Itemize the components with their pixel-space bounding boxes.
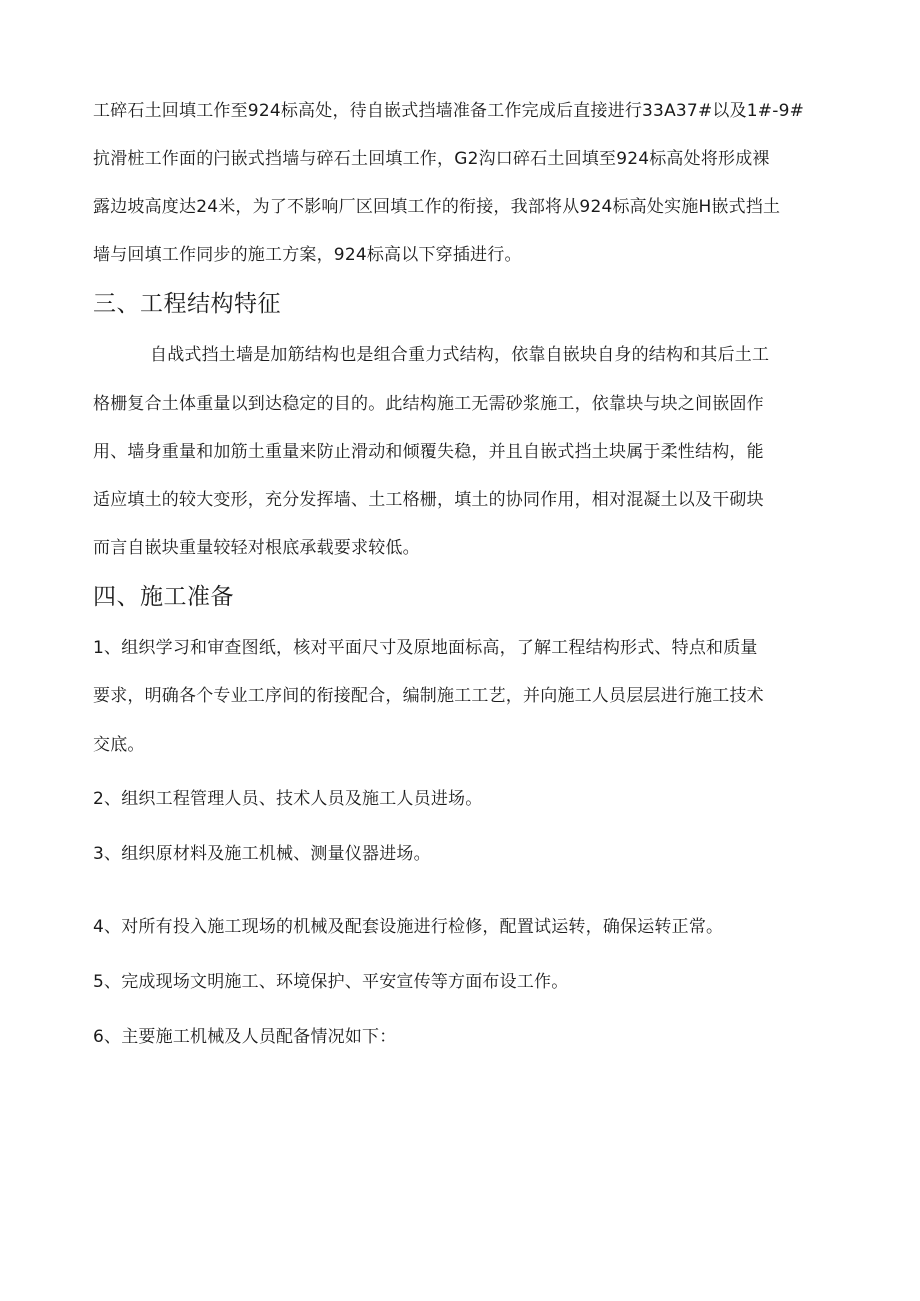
intro-line-1: 工碎石土回填工作至924标高处，待自嵌式挡墙准备工作完成后直接进行33A37#以及1#-9# <box>93 101 805 121</box>
section4-item1-line-2: 要求，明确各个专业工序间的衔接配合，编制施工工艺，并向施工人员层层进行施工技术 <box>93 686 764 706</box>
section4-item2: 2、组织工程管理人员、技术人员及施工人员进场。 <box>93 789 483 809</box>
section3-line-4: 适应填土的较大变形，充分发挥墙、土工格栅，填土的协同作用，相对混凝土以及干砌块 <box>93 490 764 510</box>
section3-line-2: 格栅复合土体重量以到达稳定的目的。此结构施工无需砂浆施工，依靠块与块之间嵌固作 <box>93 394 764 414</box>
section4-item3: 3、组织原材料及施工机械、测量仪器进场。 <box>93 844 431 864</box>
section4-item5: 5、完成现场文明施工、环境保护、平安宣传等方面布设工作。 <box>93 972 569 992</box>
section3-line-1: 自战式挡土墙是加筋结构也是组合重力式结构，依靠自嵌块自身的结构和其后土工 <box>150 345 770 365</box>
section4-item1-line-1: 1、组织学习和审查图纸，核对平面尺寸及原地面标高，了解工程结构形式、特点和质量 <box>93 638 758 658</box>
section4-item6: 6、主要施工机械及人员配备情况如下： <box>93 1027 397 1047</box>
intro-line-3: 露边坡高度达24米，为了不影响厂区回填工作的衔接，我部将从924标高处实施H嵌式挡土 <box>93 197 781 217</box>
intro-line-4: 墙与回填工作同步的施工方案，924标高以下穿插进行。 <box>93 245 522 265</box>
intro-line-2: 抗滑桩工作面的闩嵌式挡墙与碎石土回填工作，G2沟口碎石土回填至924标高处将形成裸 <box>93 149 770 169</box>
section4-item1-line-3: 交底。 <box>93 735 145 755</box>
section3-line-3: 用、墙身重量和加筋土重量来防止滑动和倾覆失稳，并且自嵌式挡土块属于柔性结构，能 <box>93 442 764 462</box>
section4-heading: 四、施工准备 <box>93 584 234 610</box>
section4-item4: 4、对所有投入施工现场的机械及配套设施进行检修，配置试运转，确保运转正常。 <box>93 917 724 937</box>
section3-line-5: 而言自嵌块重量较轻对根底承载要求较低。 <box>93 538 420 558</box>
section3-heading: 三、工程结构特征 <box>93 291 281 317</box>
